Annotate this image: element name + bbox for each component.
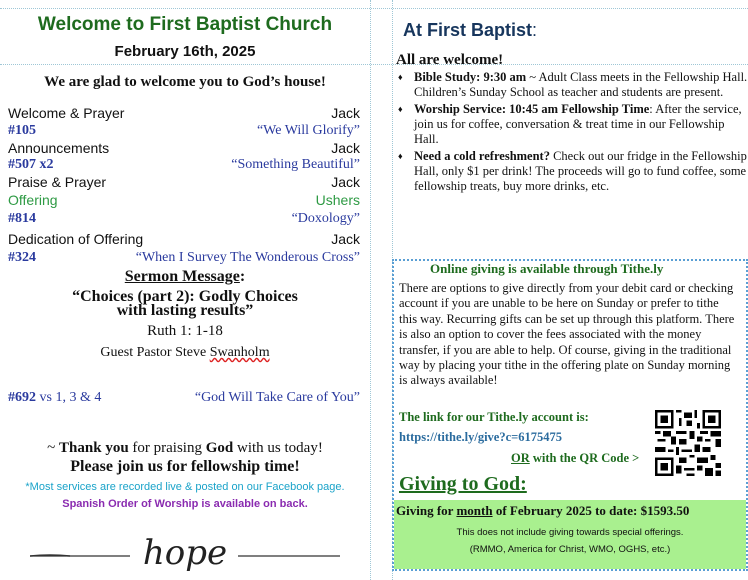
order-item-leader: Jack xyxy=(331,140,360,156)
order-item-leader: “Something Beautiful” xyxy=(231,157,360,172)
order-item xyxy=(8,211,360,230)
announcement-item: ♦ Worship Service: 10:45 am Fellowship Time: After the service, join us for coffee, conversation & treat time in our Fellowship Hall. xyxy=(398,102,742,146)
order-item-leader: “When I Survey The Wonderous Cross” xyxy=(135,250,360,265)
order-item-label: #105 xyxy=(8,123,36,138)
welcome-line: We are glad to welcome you to God’s house! xyxy=(44,74,326,90)
order-item-label: Dedication of Offering xyxy=(8,231,144,247)
order-item-leader: “Doxology” xyxy=(291,211,360,226)
order-item xyxy=(8,192,360,211)
announcement-list xyxy=(396,70,748,196)
diamond-bullet-icon: ♦ xyxy=(398,72,403,82)
hope-script-graphic xyxy=(30,532,340,572)
guest-pastor: Guest Pastor Steve Swanholm xyxy=(100,345,270,360)
thank-you-line: ~ Thank you for praising God with us today! xyxy=(47,440,323,456)
tithely-link-label: The link for our Tithe.ly account is: xyxy=(399,410,589,424)
all-welcome: All are welcome! xyxy=(396,52,504,68)
announcement-item: ♦ Need a cold refreshment? Check out our fridge in the Fellowship Hall, only $1 per drink! The proceeds will go to fund coffee, some fellowship treats, buy more drinks, etc. xyxy=(398,149,747,193)
order-item xyxy=(8,231,360,250)
scripture-reference: Ruth 1: 1-18 xyxy=(147,323,223,339)
order-item-label: Announcements xyxy=(8,140,110,156)
order-item-label: Praise & Prayer xyxy=(8,174,107,190)
order-item-label: #507 x2 xyxy=(8,157,54,172)
order-item-leader: Jack xyxy=(331,105,360,121)
order-item xyxy=(8,105,360,124)
bulletin-date: February 16th, 2025 xyxy=(114,43,256,60)
order-item-label: Offering xyxy=(8,192,58,208)
order-of-worship-column xyxy=(0,0,370,580)
fellowship-invite: Please join us for fellowship time! xyxy=(70,458,300,475)
column-divider xyxy=(370,0,371,580)
order-item-label: #814 xyxy=(8,211,36,226)
svg-text:hope: hope xyxy=(142,533,228,572)
bulletin-title: Welcome to First Baptist Church xyxy=(37,14,333,35)
giving-to-god-heading: Giving to God: xyxy=(399,473,527,495)
tithely-link[interactable]: https://tithe.ly/give?c=6175475 xyxy=(399,430,563,444)
qr-code-icon[interactable] xyxy=(655,410,721,476)
recorded-note: *Most services are recorded live & posted on our Facebook page. xyxy=(25,481,345,493)
giving-note: This does not include giving towards special offerings. (RMMO, America for Christ, WMO, OGHS, etc.) xyxy=(456,527,684,555)
order-item xyxy=(8,174,360,193)
online-giving-text: There are options to give directly from your debit card or checking account if you are unable to be here on Sunday or prefer to tithe this way. Recurring gifts can be set up through this platform. There is also an option to cover the fees associated with the money transfer, if you are able to help. Of course, giving in the traditional way by placing your tithe in the offering plate on Sunday morning is always available! xyxy=(399,281,735,388)
sermon-title: “Choices (part 2): Godly Choices with lasting results” xyxy=(72,288,298,319)
order-item xyxy=(8,250,360,269)
order-item-leader: Ushers xyxy=(315,192,360,208)
diamond-bullet-icon: ♦ xyxy=(398,104,403,114)
announcement-item: ♦ Bible Study: 9:30 am ~ Adult Class meets in the Fellowship Hall. Children’s Sunday School as teacher and students are present. xyxy=(398,70,748,99)
order-item-label: Welcome & Prayer xyxy=(8,105,125,121)
spanish-order-note: Spanish Order of Worship is available on back. xyxy=(62,498,308,510)
order-item-leader: Jack xyxy=(331,231,360,247)
diamond-bullet-icon: ♦ xyxy=(398,151,403,161)
order-item-label: #324 xyxy=(8,250,36,265)
sermon-heading: Sermon Message: xyxy=(124,268,246,285)
closing-hymn: #692 vs 1, 3 & 4 “God Will Take Care of You” xyxy=(8,390,360,405)
order-item-leader: “We Will Glorify” xyxy=(256,123,360,138)
qr-code-hint: OR with the QR Code > xyxy=(511,451,640,465)
online-giving-heading: Online giving is available through Tithe.ly xyxy=(430,261,664,276)
giving-month-total: Giving for month of February 2025 to date: $1593.50 xyxy=(396,503,690,518)
at-first-baptist-heading: At First Baptist: xyxy=(403,20,538,40)
order-item-leader: Jack xyxy=(331,174,360,190)
